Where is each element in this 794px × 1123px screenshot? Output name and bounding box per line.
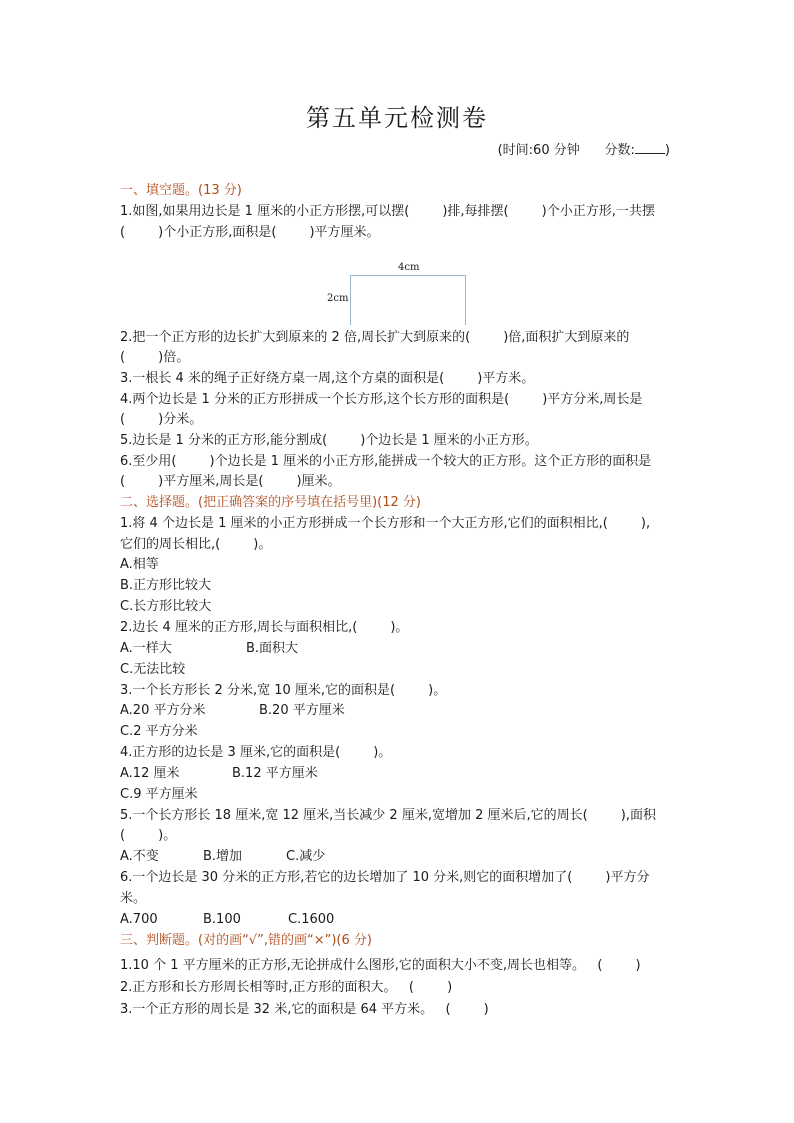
- question-2-5-option-c: C.减少: [286, 849, 326, 864]
- question-2-1-option-c: C.长方形比较大: [120, 599, 212, 614]
- question-1-6-line-1: 6.至少用( )个边长是 1 厘米的小正方形,能拼成一个较大的正方形。这个正方形的面积是: [120, 454, 652, 469]
- question-1-6-line-2: ( )平方厘米,周长是( )厘米。: [120, 474, 341, 489]
- question-2-1-line-1: 1.将 4 个边长是 1 厘米的小正方形拼成一个长方形和一个大正方形,它们的面积相比,( ),: [120, 516, 651, 531]
- page-title: 第五单元检测卷: [306, 104, 488, 132]
- time-score-info: [498, 139, 670, 158]
- figure-height-label: 2cm: [327, 293, 349, 304]
- question-2-1-option-a: A.相等: [120, 557, 159, 572]
- figure-width-label: 4cm: [398, 262, 420, 273]
- question-2-4-option-c: C.9 平方厘米: [120, 787, 198, 802]
- question-2-6-option-a: A.700: [120, 912, 158, 927]
- score-blank[interactable]: [635, 141, 665, 154]
- question-1-2-line-1: 2.把一个正方形的边长扩大到原来的 2 倍,周长扩大到原来的( )倍,面积扩大到原来的: [120, 330, 630, 345]
- question-3-3: 3.一个正方形的周长是 32 米,它的面积是 64 平方米。 ( ): [120, 1002, 489, 1017]
- time-info-text: (时间:60 分钟 分数:: [497, 143, 635, 158]
- question-2-5-option-b: B.增加: [203, 849, 243, 864]
- question-1-1-line-1: 1.如图,如果用边长是 1 厘米的小正方形摆,可以摆( )排,每排摆( )个小正方形,一共摆: [120, 204, 655, 219]
- question-2-3-option-b: B.20 平方厘米: [259, 703, 345, 718]
- question-2-6-option-b: B.100: [203, 912, 241, 927]
- question-1-4-line-2: ( )分米。: [120, 412, 203, 427]
- close-paren: ): [664, 143, 670, 158]
- question-2-5-option-a: A.不变: [120, 849, 159, 864]
- question-1-4-line-1: 4.两个边长是 1 分米的正方形拼成一个长方形,这个长方形的面积是( )平方分米,周长是: [120, 392, 643, 407]
- question-2-2-option-a: A.一样大: [120, 641, 172, 656]
- question-2-6-line-1: 6.一个边长是 30 分米的正方形,若它的边长增加了 10 分米,则它的面积增加了( )平方分: [120, 870, 650, 885]
- section-heading-choice: 二、选择题。(把正确答案的序号填在括号里)(12 分): [120, 495, 421, 510]
- question-2-3: 3.一个长方形长 2 分米,宽 10 厘米,它的面积是( )。: [120, 683, 447, 698]
- section-heading-true-false: 三、判断题。(对的画“√”,错的画“×”)(6 分): [120, 933, 372, 948]
- question-3-2: 2.正方形和长方形周长相等时,正方形的面积大。 ( ): [120, 980, 453, 995]
- rectangle-figure: [350, 275, 466, 325]
- question-1-2-line-2: ( )倍。: [120, 350, 190, 365]
- question-1-3: 3.一根长 4 米的绳子正好绕方桌一周,这个方桌的面积是( )平方米。: [120, 371, 535, 386]
- question-2-6-line-2: 米。: [120, 891, 147, 906]
- question-2-2: 2.边长 4 厘米的正方形,周长与面积相比,( )。: [120, 620, 409, 635]
- question-1-5: 5.边长是 1 分米的正方形,能分割成( )个边长是 1 厘米的小正方形。: [120, 433, 538, 448]
- question-2-5-line-2: ( )。: [120, 828, 177, 843]
- question-2-1-option-b: B.正方形比较大: [120, 578, 212, 593]
- question-2-3-option-c: C.2 平方分米: [120, 724, 198, 739]
- question-2-2-option-b: B.面积大: [246, 641, 299, 656]
- question-2-1-line-2: 它们的周长相比,( )。: [120, 537, 272, 552]
- question-2-2-option-c: C.无法比较: [120, 662, 186, 677]
- question-2-4: 4.正方形的边长是 3 厘米,它的面积是( )。: [120, 745, 392, 760]
- question-2-6-option-c: C.1600: [288, 912, 335, 927]
- question-2-3-option-a: A.20 平方分米: [120, 703, 206, 718]
- question-3-1: 1.10 个 1 平方厘米的正方形,无论拼成什么图形,它的面积大小不变,周长也相等。 ( ): [120, 958, 641, 973]
- question-2-5-line-1: 5.一个长方形长 18 厘米,宽 12 厘米,当长减少 2 厘米,宽增加 2 厘米后,它的周长( ),面积: [120, 808, 656, 823]
- question-2-4-option-b: B.12 平方厘米: [232, 766, 318, 781]
- question-1-1-line-2: ( )个小正方形,面积是( )平方厘米。: [120, 225, 380, 240]
- section-heading-fill-in: 一、填空题。(13 分): [120, 183, 242, 198]
- question-2-4-option-a: A.12 厘米: [120, 766, 180, 781]
